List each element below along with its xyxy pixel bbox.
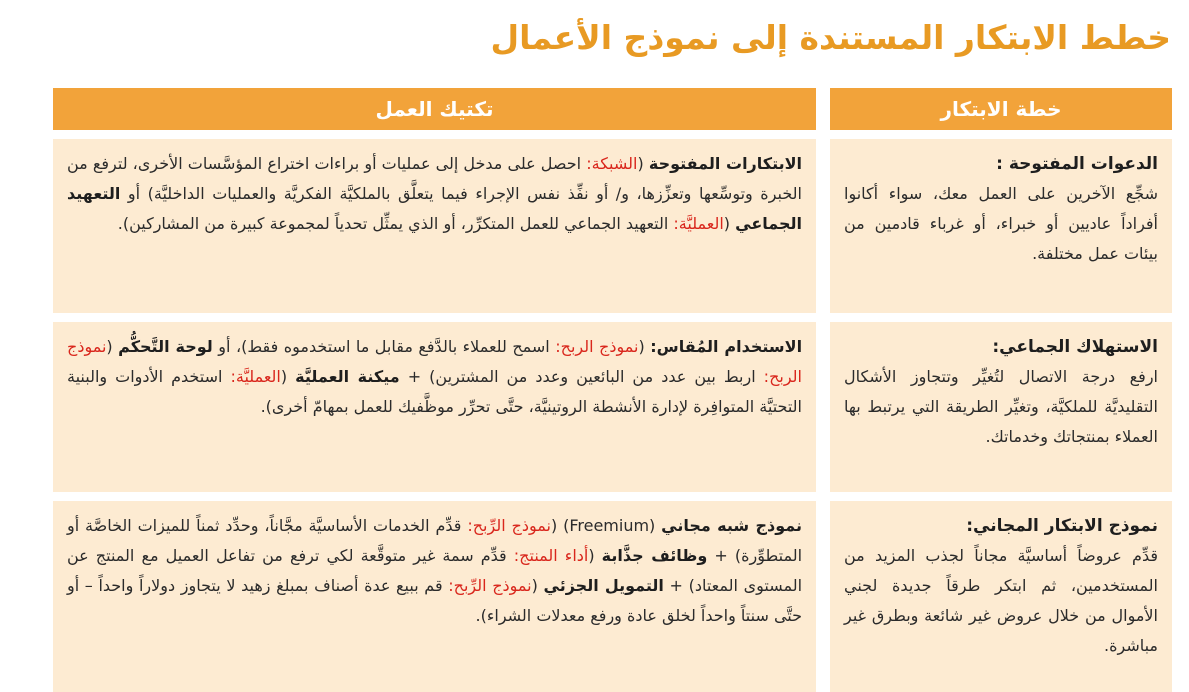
tactic-term: وظائف جذَّابة bbox=[601, 546, 708, 565]
tactic-category: نموذج الرِّبح: bbox=[448, 576, 532, 595]
plan-name: الدعوات المفتوحة : bbox=[996, 154, 1158, 174]
tactic-text: ( bbox=[106, 337, 119, 356]
tactic-category: العمليَّة: bbox=[673, 214, 724, 233]
tactic-category: نموذج الربح: bbox=[67, 337, 802, 386]
tactic-text: احصل على مدخل إلى عمليات أو براءات اختراع المؤسَّسات الأخرى، لترفع من الخبرة وتوسِّعها وتعزِّزها، و/ أو نفِّذ نفس الإجراء فيما يتعلَّق بالملكيَّة الفكريَّة والعمليات الداخليَّة) أو bbox=[67, 154, 802, 203]
tactic-text: ( bbox=[531, 576, 544, 595]
tactic-text: ( bbox=[723, 214, 736, 233]
tactic-cell-open-calls bbox=[53, 139, 816, 313]
tactic-term: ميكنة العمليَّة bbox=[295, 367, 400, 386]
tactic-text: ( bbox=[638, 337, 651, 356]
plan-description: ارفع درجة الاتصال لتُغيِّر وتتجاوز الأشكال التقليديَّة للملكيَّة، وتغيِّر الطريقة التي يرتبط بها العملاء بمنتجاتك وخدماتك. bbox=[844, 367, 1158, 446]
tactic-text: اسمح للعملاء بالدَّفع مقابل ما استخدموه فقط)، أو bbox=[212, 337, 556, 356]
tactic-text: استخدم الأدوات والبنية التحتيَّة المتوافِرة لإدارة الأنشطة الروتينيَّة، حتَّى تحرِّر موظَّفيك للعمل بمهامّ أخرى). bbox=[67, 367, 802, 416]
header-plan: خطة الابتكار bbox=[830, 88, 1172, 130]
plan-description: شجِّع الآخرين على العمل معك، سواء أكانوا أفراداً عاديين أو خبراء، أو غرباء قادمين من بيئات عمل مختلفة. bbox=[844, 184, 1158, 263]
page-title: خطط الابتكار المستندة إلى نموذج الأعمال bbox=[490, 18, 1171, 57]
plan-cell-free-innovation bbox=[830, 501, 1172, 692]
tactic-text: اربط بين عدد من البائعين وعدد من المشترين) + bbox=[399, 367, 764, 386]
tactic-text: قم ببيع عدة أصناف بمبلغ زهيد لا يتجاوز دولاراً واحداً – أو حتَّى سنتاً واحداً لخلق عادة ورفع معدلات الشراء). bbox=[67, 576, 802, 625]
innovation-plans-table bbox=[42, 88, 1172, 686]
tactic-category: أداء المنتج: bbox=[513, 546, 589, 565]
tactic-category: الشبكة: bbox=[586, 154, 638, 173]
plan-name: الاستهلاك الجماعي: bbox=[992, 337, 1158, 357]
tactic-category: العمليَّة: bbox=[230, 367, 281, 386]
plan-description: قدِّم عروضاً أساسيَّة مجاناً لجذب المزيد من المستخدمين، ثم ابتكر طرقاً جديدة لجني الأموال من خلال عروض غير شائعة وبطرق غير مباشرة. bbox=[844, 546, 1158, 655]
tactic-term: نموذج شبه مجاني bbox=[661, 516, 803, 535]
tactic-term: التمويل الجزئي bbox=[543, 576, 664, 595]
tactic-text: التعهيد الجماعي للعمل المتكرِّر، أو الذي يمثِّل تحدياً لمجموعة كبيرة من المشاركين). bbox=[117, 214, 674, 233]
header-tactic: تكتيك العمل bbox=[53, 88, 816, 130]
tactic-text: ( bbox=[637, 154, 649, 173]
plan-cell-collaborative-consumption bbox=[830, 322, 1172, 492]
tactic-term: الابتكارات المفتوحة bbox=[648, 154, 803, 173]
tactic-term: الاستخدام المُقاس: bbox=[650, 337, 803, 356]
plan-name: نموذج الابتكار المجاني: bbox=[966, 516, 1158, 536]
tactic-term: التعهيد الجماعي bbox=[67, 184, 802, 233]
tactic-text: ( bbox=[588, 546, 602, 565]
tactic-cell-free-innovation bbox=[53, 501, 816, 692]
tactic-cell-collaborative-consumption bbox=[53, 322, 816, 492]
tactic-category: نموذج الرِّبح: bbox=[467, 516, 551, 535]
tactic-category: نموذج الربح: bbox=[555, 337, 639, 356]
plan-cell-open-calls bbox=[830, 139, 1172, 313]
tactic-text: (Freemium) ( bbox=[550, 516, 662, 535]
tactic-text: قدِّم سمة غير متوقَّعة لكي ترفع من تفاعل العميل مع المنتج عن المستوى المعتاد) + bbox=[67, 546, 803, 595]
tactic-text: ( bbox=[280, 367, 296, 386]
tactic-text: قدِّم الخدمات الأساسيَّة مجَّاناً، وحدِّد ثمناً للميزات الخاصَّة أو المتطوِّرة) + bbox=[67, 516, 803, 565]
tactic-term: لوحة التَّحكُّم bbox=[118, 337, 213, 356]
